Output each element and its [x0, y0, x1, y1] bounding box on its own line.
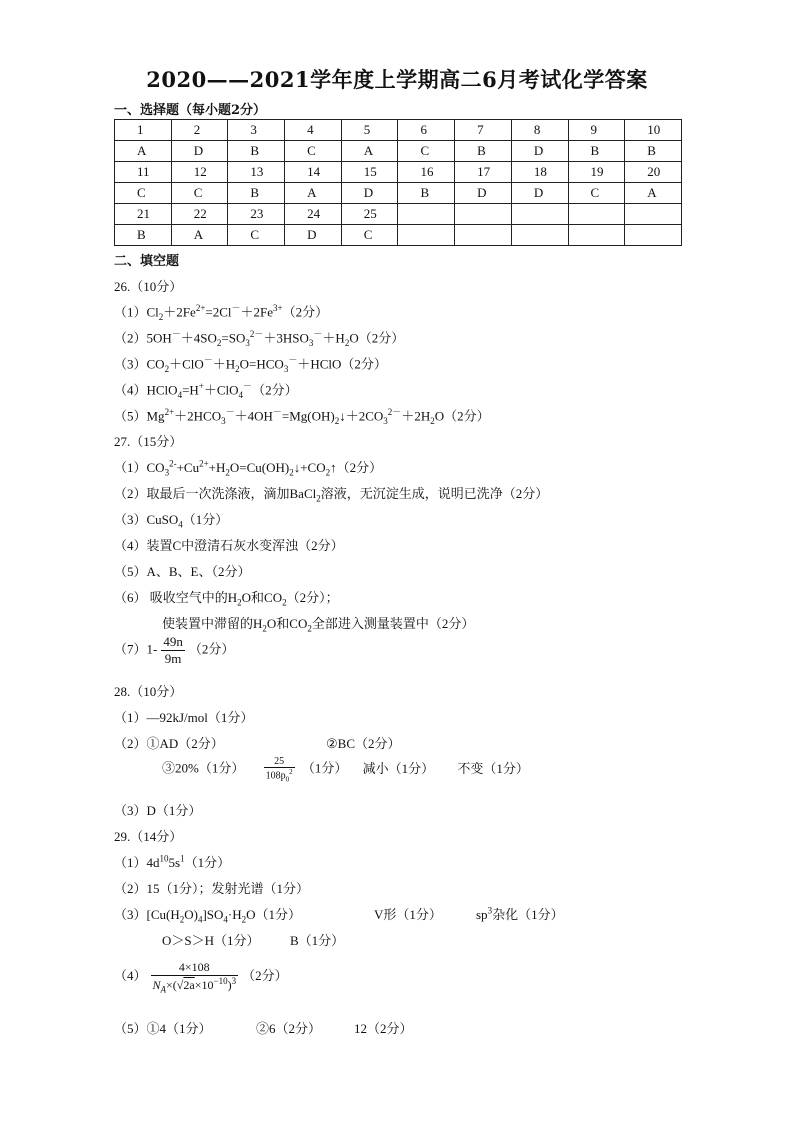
table-cell: B [228, 141, 285, 162]
table-cell [455, 204, 512, 225]
q28-answer-2-3: ③20%（1分） $\frac{25}{108p_0^2}$ （1分） 减小（1分） 不变（1分） [162, 756, 529, 784]
q26-answer-5: $(5)Mg^{2+}+2HCO_3^-+4OH^-=Mg(OH)_2↓+2CO_3^{2-}+2H_2O(2$分） [114, 407, 490, 426]
table-cell: 23 [228, 204, 285, 225]
table-cell [568, 204, 625, 225]
q29-fraction: $\frac{4\times 108}{N_A\times(√2a\times 10^{-10})^3}$ [152, 960, 237, 995]
table-cell: 3 [228, 120, 285, 141]
choice-answer-table [114, 119, 682, 246]
table-cell: 15 [341, 162, 398, 183]
table-cell: C [285, 141, 342, 162]
q27-answer-7: （7）1- $\frac{49n}{9m}$ （2分） [114, 634, 235, 666]
q27-answer-6b: 使装置中滞留的$H_2O$和$CO_2$全部进入测量装置中（2分） [162, 616, 475, 634]
q28-answer-3: （3）D（1分） [114, 803, 202, 818]
table-cell: C [228, 225, 285, 246]
table-cell: 13 [228, 162, 285, 183]
table-cell: 14 [285, 162, 342, 183]
q29-header: 29.（14分） [114, 829, 183, 844]
table-row [115, 120, 682, 141]
table-cell: 11 [115, 162, 172, 183]
q27-answer-5: （5）A、B、E、（2分） [114, 564, 251, 579]
table-cell [511, 225, 568, 246]
section-fill-heading: 二、填空题 [114, 254, 180, 269]
table-cell: B [625, 141, 682, 162]
table-cell: A [115, 141, 172, 162]
table-cell: 25 [341, 204, 398, 225]
table-cell: 1 [115, 120, 172, 141]
q29-answer-5-1: （5）①4（1分） [114, 1021, 212, 1036]
table-cell: C [341, 225, 398, 246]
table-row [115, 204, 682, 225]
table-cell [625, 225, 682, 246]
table-row [115, 141, 682, 162]
table-cell: 18 [511, 162, 568, 183]
table-cell [398, 225, 455, 246]
q29-answer-3-2: V形（1分） [374, 907, 442, 922]
table-cell: B [228, 183, 285, 204]
q26-answer-3: $(3)CO_2+ClO^-+H_2O=HCO_3^-+HClO(2$分） [114, 355, 387, 374]
page-title: 2020——2021学年度上学期高二6月考试化学答案 [146, 67, 648, 92]
q27-answer-4: （4）装置C中澄清石灰水变浑浊（2分） [114, 538, 344, 553]
q26-header: 26.（10分） [114, 279, 183, 294]
table-cell: 8 [511, 120, 568, 141]
table-cell: A [171, 225, 228, 246]
q26-answer-4: （4）HClO$_4$=H+＋ClO$_4$－（2分） [114, 381, 298, 400]
q27-header: 27.（15分） [114, 434, 183, 449]
table-cell: D [511, 141, 568, 162]
table-cell [511, 204, 568, 225]
table-cell: 9 [568, 120, 625, 141]
q28-header: 28.（10分） [114, 684, 183, 699]
q27-answer-2: （2）取最后一次洗涤液，滴加BaCl$_2$溶液，无沉淀生成，说明已洗净（2分） [114, 486, 549, 504]
q29-answer-4: （4） $\frac{4\times 108}{N_A\times(√2a\times 10^{-10})^3}$ （2分） [114, 960, 288, 995]
table-cell: 5 [341, 120, 398, 141]
table-cell: B [455, 141, 512, 162]
table-cell: A [285, 183, 342, 204]
table-cell: 7 [455, 120, 512, 141]
q27-answer-3: （3）CuSO$_4$（1分） [114, 512, 229, 530]
q28-fraction: $\frac{25}{108p_0^2}$ [265, 756, 293, 784]
table-row [115, 162, 682, 183]
table-row [115, 183, 682, 204]
q28-answer-2-1: （2）①AD（2分） [114, 736, 224, 751]
table-cell: A [625, 183, 682, 204]
table-cell: 19 [568, 162, 625, 183]
table-cell: 22 [171, 204, 228, 225]
table-cell: C [568, 183, 625, 204]
table-cell: 2 [171, 120, 228, 141]
section-choice-heading: 一、选择题（每小题2分） [114, 103, 267, 118]
table-cell [568, 225, 625, 246]
table-cell [455, 225, 512, 246]
q28-answer-1: （1）—92kJ/mol（1分） [114, 710, 254, 725]
table-row [115, 225, 682, 246]
table-cell: B [398, 183, 455, 204]
q27-answer-1: $(1)CO_3^{2-}+Cu^{2+}+H_2O=Cu(OH)_2↓+CO_2↑(2$分） [114, 458, 383, 478]
table-cell [625, 204, 682, 225]
table-cell [398, 204, 455, 225]
q29-answer-2: （2）15（1分）；发射光谱（1分） [114, 881, 310, 896]
table-cell: 17 [455, 162, 512, 183]
table-cell: D [171, 141, 228, 162]
table-cell: 12 [171, 162, 228, 183]
table-cell: A [341, 141, 398, 162]
table-cell: 10 [625, 120, 682, 141]
q28-answer-2-2: ②BC（2分） [326, 736, 401, 751]
table-cell: 16 [398, 162, 455, 183]
q29-answer-3-1: $(3)[Cu(H_2O)_4]SO_4\cdot H_2O(1$分） [114, 907, 301, 925]
table-cell: D [285, 225, 342, 246]
q27-answer-6a: （6） 吸收空气中的$H_2O$和$CO_2(2$分）； [114, 590, 339, 608]
table-cell: 24 [285, 204, 342, 225]
table-cell: C [115, 183, 172, 204]
table-cell: 6 [398, 120, 455, 141]
table-cell: 21 [115, 204, 172, 225]
table-cell: D [511, 183, 568, 204]
q26-answer-2: $(2)5OH^-+4SO_2=SO_3^{2-}+3HSO_3^-+H_2O(2$分） [114, 329, 405, 348]
table-cell: 4 [285, 120, 342, 141]
table-cell: D [341, 183, 398, 204]
table-cell: 20 [625, 162, 682, 183]
q29-answer-3-3: $sp^3$杂化（1分） [476, 905, 564, 922]
table-cell: C [398, 141, 455, 162]
q29-answer-1: $(1)4d^{10}5s^1(1$分） [114, 853, 231, 870]
q29-answer-5-2: ②6（2分） [256, 1021, 322, 1036]
table-cell: C [171, 183, 228, 204]
q29-answer-5-3: 12（2分） [354, 1021, 413, 1036]
q27-fraction: $\frac{49n}{9m}$ [163, 634, 183, 666]
table-cell: D [455, 183, 512, 204]
table-cell: B [115, 225, 172, 246]
q26-answer-1: $(1)Cl_2+2Fe^{2+}=2Cl^-+2Fe^{3+}(2$分） [114, 303, 329, 322]
q29-answer-3-5: B（1分） [290, 933, 345, 948]
table-cell: B [568, 141, 625, 162]
q29-answer-3-4: O＞S＞H（1分） [162, 933, 260, 948]
